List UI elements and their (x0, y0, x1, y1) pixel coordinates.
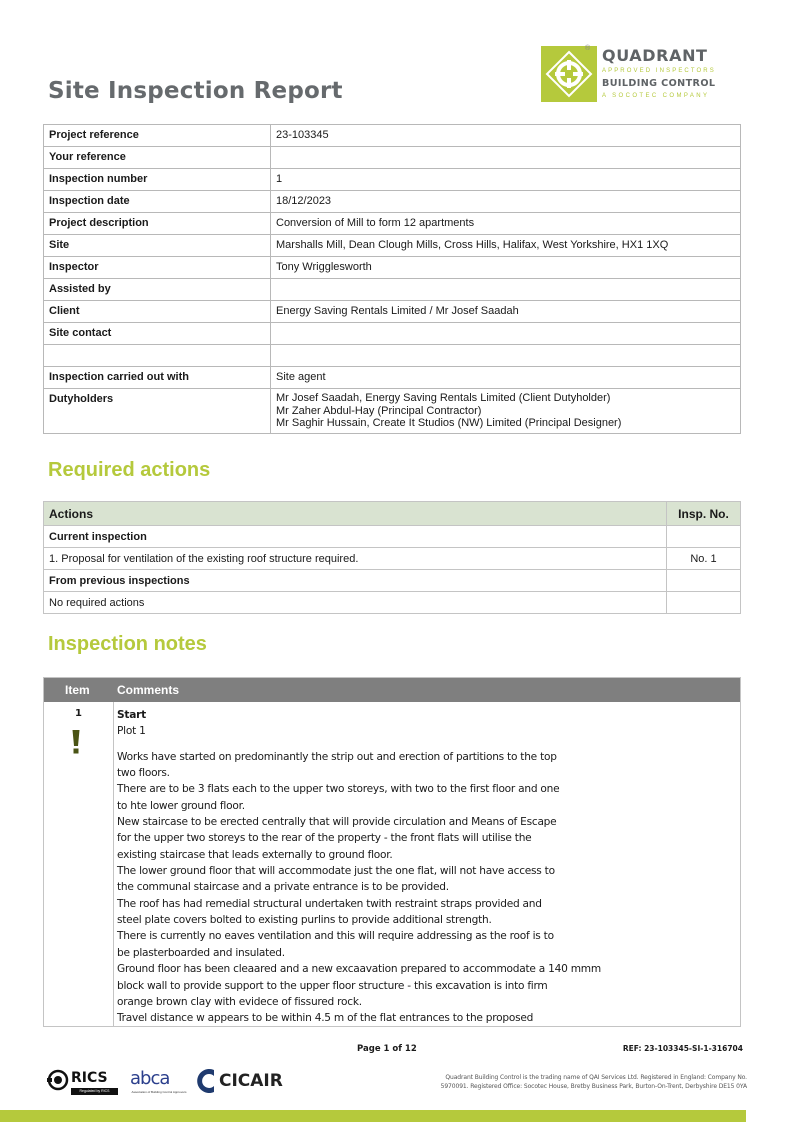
legal-notice (347, 1073, 747, 1091)
abca-logo (124, 1068, 194, 1096)
column-divider (113, 702, 114, 1027)
comment-line: Ground floor has been cleaared and a new excaavation prepared to accommodate a 140 mmm (117, 963, 601, 976)
exclamation-warning-icon (72, 730, 80, 759)
table-row (44, 526, 741, 548)
details-label: Inspector (44, 257, 271, 279)
abca-wordmark: abca (130, 1068, 170, 1089)
comment-line: The roof has had remedial structural undertaken twith restraint straps provided and (117, 897, 542, 910)
details-label: Site contact (44, 323, 271, 345)
comment-line: to hte lower ground floor. (117, 799, 245, 812)
notes-row (44, 702, 740, 1027)
quadrant-logo (541, 46, 751, 102)
footer-accent-bar (0, 1110, 746, 1122)
table-row (44, 548, 741, 570)
action-text: 1. Proposal for ventilation of the existing roof structure required. (44, 548, 667, 570)
comment-line: existing staircase that leads externally to ground floor. (117, 848, 393, 861)
comment-line: Travel distance w appears to be within 4.5 m of the flat entrances to the proposed (117, 1012, 534, 1025)
details-row (44, 279, 741, 301)
details-value: 1 (271, 169, 741, 191)
logo-tagline-1: APPROVED INSPECTORS (602, 68, 716, 74)
details-value (271, 323, 741, 345)
cicair-wordmark: CICAIR (219, 1071, 283, 1091)
dutyholder-line: Mr Saghir Hussain, Create It Studios (NW) Limited (Principal Designer) (276, 417, 622, 429)
details-label: Inspection number (44, 169, 271, 191)
details-row (44, 257, 741, 279)
details-label: Client (44, 301, 271, 323)
rics-subtitle: Regulated by RICS (71, 1088, 118, 1095)
abca-subtitle: Association of Building Control Approvers (131, 1090, 187, 1094)
comment-line: There are to be 3 flats each to the upper two storeys, with two to the first floor and one (117, 783, 560, 796)
inspection-notes-table (43, 677, 741, 1027)
comment-line: the communal staircase and a private entrance is to be provided. (117, 881, 449, 894)
insp-no-column-header: Insp. No. (667, 502, 741, 526)
registered-mark: ® (585, 45, 591, 52)
details-label: Site (44, 235, 271, 257)
details-value: 18/12/2023 (271, 191, 741, 213)
quadrant-emblem-icon (541, 46, 597, 102)
document-ref: REF: 23-103345-SI-1-316704 (622, 1044, 743, 1053)
comment-line: be plasterboarded and insulated. (117, 946, 285, 959)
details-value (271, 279, 741, 301)
inspection-notes-title: Inspection notes (48, 633, 207, 655)
legal-line: Quadrant Building Control is the trading name of QAI Services Ltd. Registered in England: Company No. (445, 1074, 747, 1081)
previous-actions-text: No required actions (44, 592, 667, 614)
details-row (44, 191, 741, 213)
details-label (44, 345, 271, 367)
details-label: Project reference (44, 125, 271, 147)
rics-logo (47, 1068, 117, 1096)
comments-text (117, 707, 677, 1027)
project-details-table (43, 124, 741, 434)
logo-tagline-2: BUILDING CONTROL (602, 78, 716, 89)
comment-line: orange brown clay with evidece of fissured rock. (117, 995, 362, 1008)
details-value (271, 345, 741, 367)
details-row (44, 301, 741, 323)
comment-line: The lower ground floor that will accommodate just the one flat, will not have access to (117, 865, 555, 878)
cicair-logo (194, 1068, 284, 1094)
required-actions-table (43, 501, 741, 614)
details-value: 23-103345 (271, 125, 741, 147)
comment-subheading: Plot 1 (117, 725, 146, 738)
logo-tagline-3: A SOCOTEC COMPANY (602, 93, 710, 99)
actions-header-row (44, 502, 741, 526)
previous-inspections-label: From previous inspections (44, 570, 667, 592)
current-inspection-label: Current inspection (44, 526, 667, 548)
comment-heading: Start (117, 709, 146, 721)
details-row (44, 345, 741, 367)
table-row (44, 592, 741, 614)
details-row (44, 147, 741, 169)
dutyholders-value (271, 389, 741, 434)
rics-wordmark: RICS (71, 1070, 108, 1086)
details-value (271, 147, 741, 169)
details-row (44, 169, 741, 191)
comment-line: block wall to provide support to the upper floor structure - this excavation is into firm (117, 979, 548, 992)
details-label: Your reference (44, 147, 271, 169)
details-row-dutyholders (44, 389, 741, 434)
details-row (44, 125, 741, 147)
item-number: 1 (75, 708, 82, 719)
rics-emblem-icon (47, 1068, 69, 1092)
details-value: Tony Wrigglesworth (271, 257, 741, 279)
details-row (44, 235, 741, 257)
details-label: Assisted by (44, 279, 271, 301)
details-row (44, 213, 741, 235)
details-row (44, 367, 741, 389)
cicair-emblem-icon (194, 1068, 220, 1094)
details-value: Conversion of Mill to form 12 apartments (271, 213, 741, 235)
comment-line: There is currently no eaves ventilation and this will require addressing as the roof is to (117, 930, 554, 943)
details-label: Inspection carried out with (44, 367, 271, 389)
item-column-header: Item (65, 683, 90, 697)
notes-header-row (44, 678, 740, 702)
details-label: Dutyholders (44, 389, 271, 434)
details-row (44, 323, 741, 345)
comment-line: steel plate covers bolted to existing purlins to provide additional strength. (117, 914, 492, 927)
required-actions-title: Required actions (48, 459, 211, 481)
action-insp-no: No. 1 (667, 548, 741, 570)
legal-line: 5970091. Registered Office: Socotec House, Bretby Business Park, Burton-On-Trent, Derbyshire DE15 0YA (440, 1083, 747, 1090)
details-label: Project description (44, 213, 271, 235)
page-number: Page 1 of 12 (357, 1044, 417, 1054)
details-value: Marshalls Mill, Dean Clough Mills, Cross Hills, Halifax, West Yorkshire, HX1 1XQ (271, 235, 741, 257)
details-label: Inspection date (44, 191, 271, 213)
comment-line: New staircase to be erected centrally that will provide circulation and Means of Escape (117, 816, 557, 829)
details-value: Site agent (271, 367, 741, 389)
comment-line: for the upper two storeys to the rear of the property - the front flats will utilise the (117, 832, 532, 845)
page-title: Site Inspection Report (48, 78, 343, 104)
details-value: Energy Saving Rentals Limited / Mr Josef Saadah (271, 301, 741, 323)
dutyholder-line: Mr Josef Saadah, Energy Saving Rentals Limited (Client Dutyholder) (276, 392, 611, 404)
comments-column-header: Comments (117, 683, 180, 697)
logo-name: QUADRANT (602, 46, 708, 65)
dutyholder-line: Mr Zaher Abdul-Hay (Principal Contractor) (276, 404, 482, 417)
comment-line: Works have started on predominantly the strip out and erection of partitions to the top (117, 750, 557, 763)
actions-column-header: Actions (44, 502, 667, 526)
comment-line: two floors. (117, 767, 170, 780)
table-row (44, 570, 741, 592)
